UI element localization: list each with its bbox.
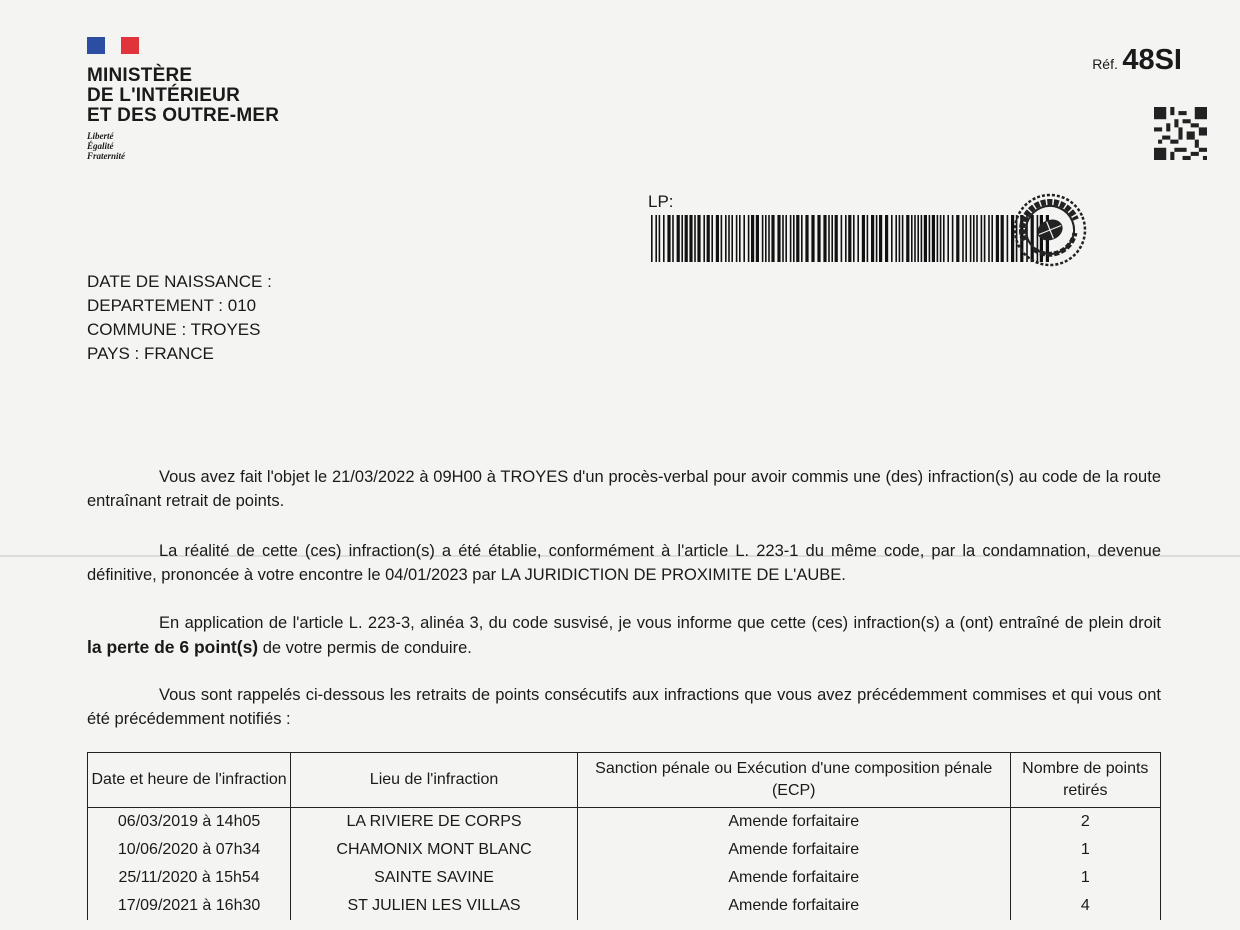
republic-flag-icon [87,37,139,54]
paragraph-point-loss [87,611,1161,660]
commune-line: COMMUNE : TROYES [87,320,261,339]
cell-points: 4 [1010,892,1160,920]
department-line: DEPARTEMENT : 010 [87,296,257,315]
cell-place: ST JULIEN LES VILLAS [291,892,578,920]
paragraph-offense: Vous avez fait l'objet le 21/03/2022 à 09H00 à TROYES d'un procès-verbal pour avoir commis une (des) infraction(s) au code de la route entraînant retrait de points. [87,468,1161,510]
cell-points: 1 [1010,836,1160,864]
qr-code-icon [1154,107,1207,160]
country-line: PAYS : FRANCE [87,344,214,363]
cell-sanction: Amende forfaitaire [577,864,1010,892]
paragraph-conviction: La réalité de cette (ces) infraction(s) a été établie, conformément à l'article L. 223-1 du même code, par la condamnation, devenue définitive, prononcée à votre encontre le 04/01/2023 par LA JURIDICTION DE PROXIMITE DE L'AUBE. [87,542,1161,584]
courrier-suivi-stamp-icon [1012,192,1088,268]
table-row [88,864,1161,892]
cell-place: CHAMONIX MONT BLANC [291,836,578,864]
cell-date: 25/11/2020 à 15h54 [88,864,291,892]
header-date: Date et heure de l'infraction [88,753,291,808]
table-row [88,892,1161,920]
barcode-icon [649,215,1049,262]
ministry-line: ET DES OUTRE-MER [87,105,280,126]
birth-date-line: DATE DE NAISSANCE : [87,272,272,291]
cell-sanction: Amende forfaitaire [577,836,1010,864]
cell-points: 1 [1010,864,1160,892]
paragraph-reminder: Vous sont rappelés ci-dessous les retraits de points consécutifs aux infractions que vous avez précédemment commises et qui vous ont été précédemment notifiés : [87,686,1161,728]
ministry-line: MINISTÈRE [87,65,193,86]
cell-date: 10/06/2020 à 07h34 [88,836,291,864]
header-sanction: Sanction pénale ou Exécution d'une composition pénale (ECP) [577,753,1010,808]
header-points: Nombre de points retirés [1010,753,1160,808]
lp-label: LP: [648,192,674,211]
motto-line: Fraternité [87,151,126,161]
cell-points: 2 [1010,808,1160,837]
cell-place: LA RIVIERE DE CORPS [291,808,578,837]
point-loss-amount: la perte de 6 point(s) [87,637,259,657]
reference-label: Réf. [1092,56,1118,72]
table-row [88,836,1161,864]
table-row [88,808,1161,837]
header-place: Lieu de l'infraction [291,753,578,808]
cell-date: 06/03/2019 à 14h05 [88,808,291,837]
previous-infractions-table [87,752,1161,920]
point-loss-text-end: de votre permis de conduire. [258,639,472,657]
reference-value: 48SI [1122,44,1182,76]
motto-line: Liberté [87,131,114,141]
ministry-name [87,66,279,126]
reference [1092,44,1182,77]
republic-motto [87,131,125,161]
ministry-line: DE L'INTÉRIEUR [87,85,240,106]
cell-sanction: Amende forfaitaire [577,892,1010,920]
recipient-info [87,270,272,366]
motto-line: Égalité [87,141,114,151]
cell-place: SAINTE SAVINE [291,864,578,892]
table-header-row [88,753,1161,808]
point-loss-text: En application de l'article L. 223-3, alinéa 3, du code susvisé, je vous informe que cette (ces) infraction(s) a (ont) entraîné de plein droit [159,614,1161,632]
cell-sanction: Amende forfaitaire [577,808,1010,837]
cell-date: 17/09/2021 à 16h30 [88,892,291,920]
